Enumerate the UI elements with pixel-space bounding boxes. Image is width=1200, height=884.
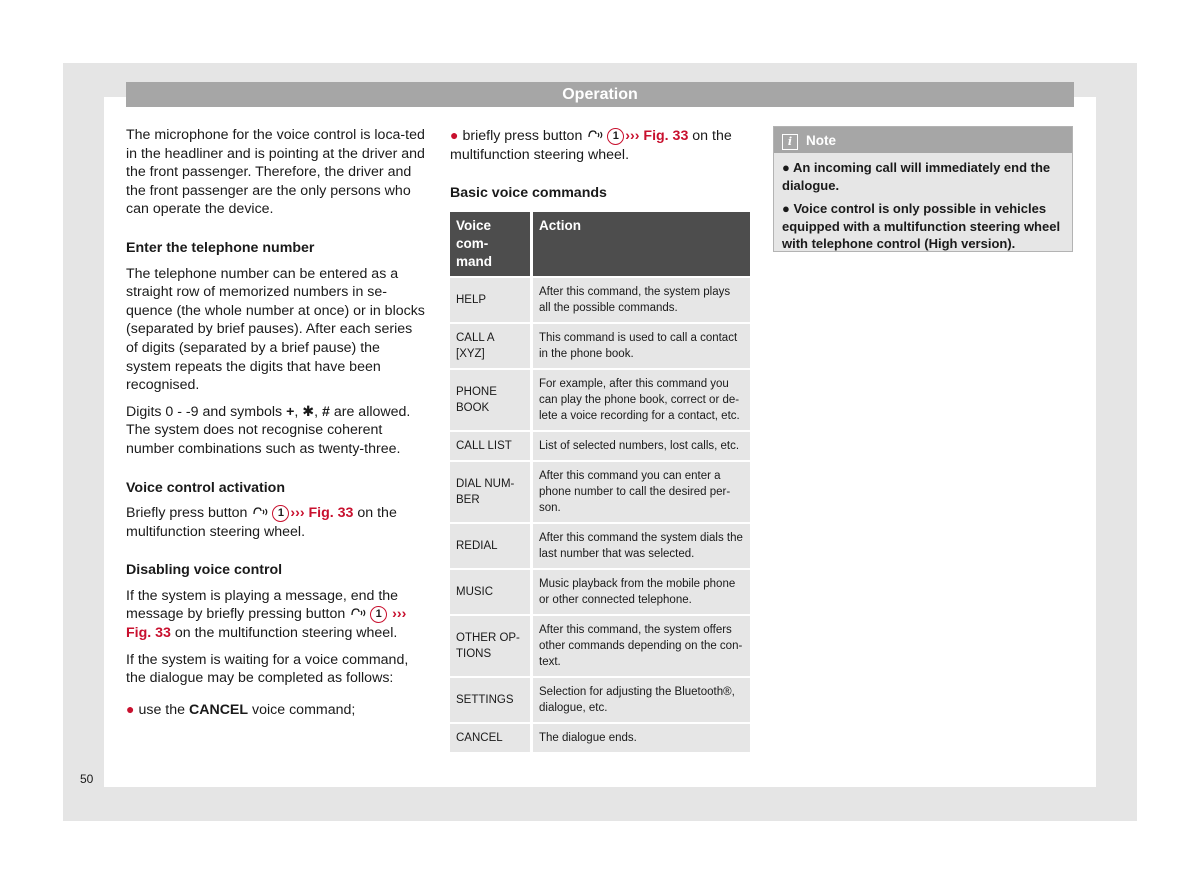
disable-text: If the system is playing a message, end the message by briefly pressing button: [126, 587, 399, 623]
voice-button-icon: [349, 606, 369, 620]
table-row: [450, 616, 750, 676]
section-header: [126, 82, 1074, 107]
command-cell: HELP: [450, 278, 533, 322]
note-item: ● An incoming call will immediately end the dialogue.: [782, 160, 1051, 193]
bullet-text: use the: [138, 701, 189, 718]
column-header-action: Action: [533, 212, 750, 276]
command-cell: CALL LIST: [450, 432, 533, 460]
enter-number-paragraph: The telephone number can be entered as a straight row of memorized numbers in se-quence (the whole number at once) or in blocks (separated by brief pauses). After each series of digits (separated by a brief pause) the system repeats the digits that have been recognised.: [126, 265, 425, 394]
button-number-badge: 1: [272, 505, 289, 522]
action-cell: For example, after this command you can play the phone book, correct or de-lete a voice recording for a contact, etc.: [533, 370, 750, 430]
enter-number-heading: Enter the telephone number: [126, 239, 315, 256]
bullet-text: briefly press button: [462, 128, 587, 144]
note-box: [773, 126, 1073, 252]
bullet-dot: ●: [450, 127, 459, 143]
table-row: [450, 570, 750, 614]
table-row: [450, 432, 750, 460]
activation-heading: Voice control activation: [126, 479, 285, 496]
table-row: [450, 324, 750, 368]
table-row: [450, 462, 750, 522]
plus-symbol: +: [286, 403, 295, 420]
command-cell: CANCEL: [450, 724, 533, 752]
activation-text-end: on the multifunction steering wheel.: [126, 505, 397, 540]
note-item: ● Voice control is only possible in vehicles equipped with a multifunction steering wheel with telephone control (High version).: [782, 201, 1061, 251]
waiting-paragraph: If the system is waiting for a voice command, the dialogue may be completed as follows:: [126, 651, 409, 687]
activation-paragraph: [126, 504, 426, 541]
table-body: [450, 278, 750, 752]
command-cell: PHONE BOOK: [450, 370, 533, 430]
digits-paragraph: [126, 403, 426, 459]
digits-text-end: are allowed. The system does not recognise coherent number combinations such as twenty-three.: [126, 403, 411, 457]
column-header-command: Voice com-mand: [450, 212, 533, 276]
intro-paragraph: The microphone for the voice control is loca-ted in the headliner and is pointing at the driver and the front passenger. Therefore, the driver and the front passenger are the only persons who can operate the device.: [126, 127, 425, 218]
bullet-text-end: voice command;: [248, 701, 356, 718]
disable-text-end: on the multifunction steering wheel.: [170, 625, 398, 642]
action-cell: After this command, the system plays all the possible commands.: [533, 278, 750, 322]
button-number-badge: 1: [370, 606, 387, 623]
command-cell: SETTINGS: [450, 678, 533, 722]
table-row: [450, 370, 750, 430]
page-number: 50: [80, 772, 94, 786]
figure-link[interactable]: ››› Fig. 33: [126, 606, 407, 642]
action-cell: List of selected numbers, lost calls, etc.: [533, 432, 750, 460]
command-cell: DIAL NUM-BER: [450, 462, 533, 522]
voice-button-icon: [251, 505, 271, 519]
table-row: [450, 278, 750, 322]
action-cell: Music playback from the mobile phone or other connected telephone.: [533, 570, 750, 614]
voice-commands-table: [450, 210, 750, 754]
digits-sep-1: ,: [294, 403, 303, 420]
figure-link[interactable]: ››› Fig. 33: [290, 505, 354, 522]
press-bullet: [450, 126, 750, 164]
note-header: [774, 127, 1072, 153]
command-cell: OTHER OP-TIONS: [450, 616, 533, 676]
button-number-badge: 1: [607, 128, 624, 145]
action-cell: After this command, the system offers other commands depending on the con-text.: [533, 616, 750, 676]
digits-sep-2: ,: [314, 403, 323, 420]
figure-link[interactable]: ››› Fig. 33: [625, 128, 689, 144]
command-cell: REDIAL: [450, 524, 533, 568]
note-body: [774, 153, 1072, 253]
note-title: Note: [806, 133, 836, 148]
table-heading: Basic voice commands: [450, 185, 607, 202]
digits-text: Digits 0 - -9 and symbols: [126, 403, 287, 420]
bullet-dot: ●: [126, 700, 135, 717]
action-cell: Selection for adjusting the Bluetooth®, dialogue, etc.: [533, 678, 750, 722]
action-cell: After this command you can enter a phone number to call the desired per-son.: [533, 462, 750, 522]
command-cell: CALL A [XYZ]: [450, 324, 533, 368]
command-cell: MUSIC: [450, 570, 533, 614]
note-item-text: An incoming call will immediately end the dialogue.: [782, 160, 1051, 193]
disable-heading: Disabling voice control: [126, 562, 283, 579]
left-column: [126, 126, 426, 727]
voice-button-icon: [586, 128, 606, 142]
middle-column: [450, 126, 750, 754]
hash-symbol: #: [322, 403, 330, 420]
action-cell: After this command the system dials the last number that was selected.: [533, 524, 750, 568]
table-row: [450, 724, 750, 752]
star-symbol: ✱: [302, 403, 315, 420]
bullet-text-end: on the multifunction steering wheel.: [450, 128, 732, 163]
activation-text: Briefly press button: [126, 505, 252, 522]
note-item-text: Voice control is only possible in vehicles equipped with a multifunction steering wheel with telephone control (High version).: [782, 201, 1061, 251]
info-icon: i: [782, 134, 798, 150]
table-row: [450, 678, 750, 722]
table-header-row: [450, 212, 750, 276]
disable-paragraph: [126, 587, 426, 643]
table-row: [450, 524, 750, 568]
cancel-command: CANCEL: [188, 701, 249, 718]
action-cell: This command is used to call a contact in the phone book.: [533, 324, 750, 368]
cancel-bullet: [126, 700, 426, 720]
section-title: Operation: [562, 86, 638, 103]
action-cell: The dialogue ends.: [533, 724, 750, 752]
